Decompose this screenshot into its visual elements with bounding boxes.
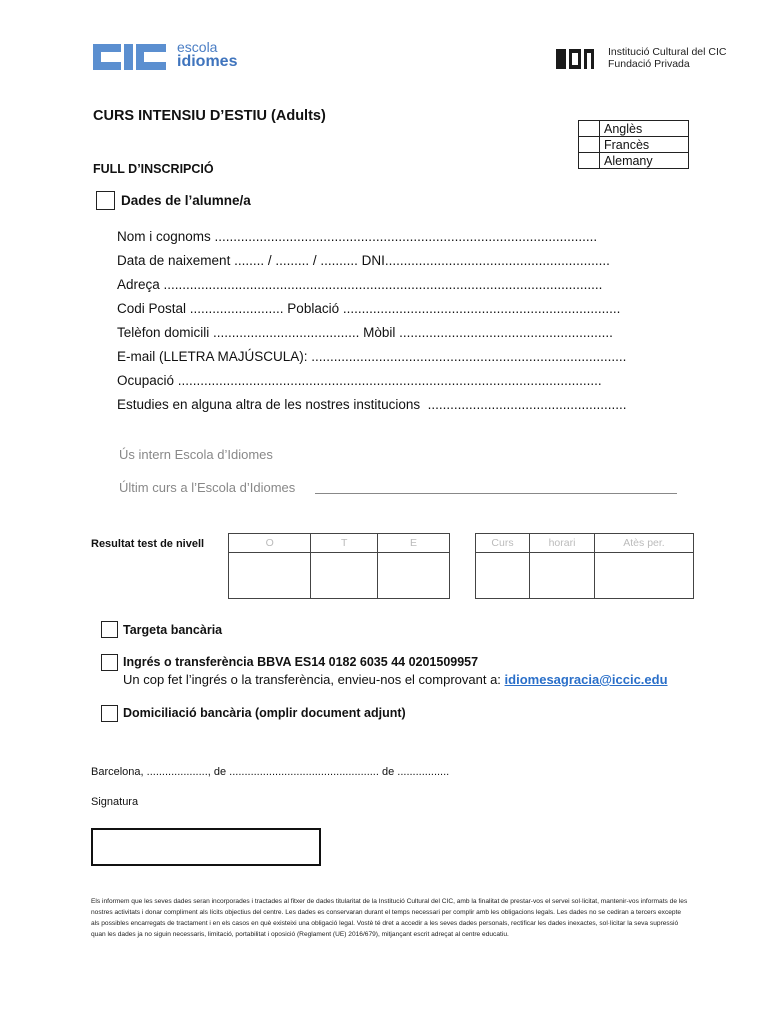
attended-by-cell[interactable] bbox=[594, 553, 693, 599]
course-cell[interactable] bbox=[476, 553, 530, 599]
other-institutions-field[interactable]: Estudies en alguna altra de les nostres institucions ..................................................... bbox=[117, 397, 627, 412]
course-col-header: Atès per. bbox=[594, 534, 693, 553]
language-option-alemany bbox=[579, 153, 689, 169]
level-test-table bbox=[228, 533, 450, 599]
transfer-note bbox=[123, 672, 668, 687]
last-course-label: Últim curs a l’Escola d’Idiomes bbox=[119, 480, 296, 495]
signature-box[interactable] bbox=[91, 828, 321, 866]
card-payment-checkbox[interactable] bbox=[101, 621, 118, 638]
institution-line1: Institució Cultural del CIC bbox=[608, 46, 727, 58]
institution-line2: Fundació Privada bbox=[608, 58, 690, 70]
level-test-label: Resultat test de nivell bbox=[91, 538, 205, 550]
level-cell-e[interactable] bbox=[378, 553, 450, 599]
language-checkbox[interactable] bbox=[579, 153, 600, 169]
transfer-payment-checkbox[interactable] bbox=[101, 654, 118, 671]
school-name bbox=[177, 40, 237, 69]
student-section-title: Dades de l’alumne/a bbox=[121, 193, 251, 208]
transfer-email-link[interactable]: idiomesagracia@iccic.edu bbox=[504, 672, 668, 687]
course-table bbox=[475, 533, 694, 599]
school-line1: escola bbox=[177, 39, 218, 55]
phone-mobile-field[interactable]: Telèfon domicili ....................................... Mòbil ......................................................... bbox=[117, 325, 613, 340]
level-col-header: O bbox=[229, 534, 311, 553]
direct-debit-label: Domiciliació bancària (omplir document adjunt) bbox=[123, 706, 406, 720]
internal-use-label: Ús intern Escola d’Idiomes bbox=[119, 447, 273, 462]
level-cell-o[interactable] bbox=[229, 553, 311, 599]
language-checkbox[interactable] bbox=[579, 121, 600, 137]
card-payment-label: Targeta bancària bbox=[123, 623, 223, 637]
postal-code-city-field[interactable]: Codi Postal ......................... Població .......................................................................... bbox=[117, 301, 621, 316]
level-col-header: E bbox=[378, 534, 450, 553]
birth-date-dni-field[interactable]: Data de naixement ........ / ......... / .......... DNI............................................................ bbox=[117, 253, 610, 268]
signature-label: Signatura bbox=[91, 796, 139, 808]
level-cell-t[interactable] bbox=[311, 553, 378, 599]
course-col-header: horari bbox=[530, 534, 595, 553]
transfer-note-text: Un cop fet l’ingrés o la transferència, envieu-nos el comprovant a: bbox=[123, 672, 501, 687]
language-label: Francès bbox=[600, 137, 689, 153]
schedule-cell[interactable] bbox=[530, 553, 595, 599]
privacy-notice: Els informem que les seves dades seran incorporades i tractades al fitxer de dades titularitat de la Institució Cultural del CIC, amb la finalitat de prestar-vos el servei sol·licitat, mantenir-vos informats de les nostres activitats i donar compliment als lícits objectius del centre. Les dades es conservaran durant el temps necessari per complir amb les obligacions legals. Les dades no se cediran a tercers excepte als possibles encarregats de tractament i en els casos en què existeixi una obligació legal. Vostè té dret a accedir a les seves dades personals, rectificar les dades inexactes, sol·licitar la seva supressió quan les dades ja no siguin necessaris, limitació, portabilitat i oposició (Reglament (UE) 2016/679), mitjançant escrit adreçat al centre educatiu. bbox=[91, 898, 688, 938]
occupation-field[interactable]: Ocupació ................................................................................................................. bbox=[117, 373, 602, 388]
last-course-input[interactable] bbox=[315, 493, 677, 494]
address-field[interactable]: Adreça ..................................................................................................................... bbox=[117, 277, 603, 292]
form-subtitle: FULL D’INSCRIPCIÓ bbox=[93, 162, 214, 176]
form-title: CURS INTENSIU D’ESTIU (Adults) bbox=[93, 108, 326, 124]
direct-debit-checkbox[interactable] bbox=[101, 705, 118, 722]
language-option-frances bbox=[579, 137, 689, 153]
student-data-checkbox[interactable] bbox=[96, 191, 115, 210]
institution-name bbox=[608, 46, 726, 70]
school-line2: idiomes bbox=[177, 53, 238, 70]
cic-logo bbox=[93, 42, 171, 77]
language-label: Anglès bbox=[600, 121, 689, 137]
level-col-header: T bbox=[311, 534, 378, 553]
email-field[interactable]: E-mail (LLETRA MAJÚSCULA): .................................................................................... bbox=[117, 349, 627, 364]
language-label: Alemany bbox=[600, 153, 689, 169]
course-col-header: Curs bbox=[476, 534, 530, 553]
place-date-line[interactable]: Barcelona, ...................., de ................................................. de ................. bbox=[91, 766, 450, 778]
language-checkbox[interactable] bbox=[579, 137, 600, 153]
language-selector bbox=[578, 120, 689, 169]
language-option-angles bbox=[579, 121, 689, 137]
name-field[interactable]: Nom i cognoms ...................................................................................................... bbox=[117, 229, 598, 244]
transfer-payment-label: Ingrés o transferència BBVA ES14 0182 6035 44 0201509957 bbox=[123, 655, 479, 669]
institution-logo bbox=[556, 47, 600, 76]
